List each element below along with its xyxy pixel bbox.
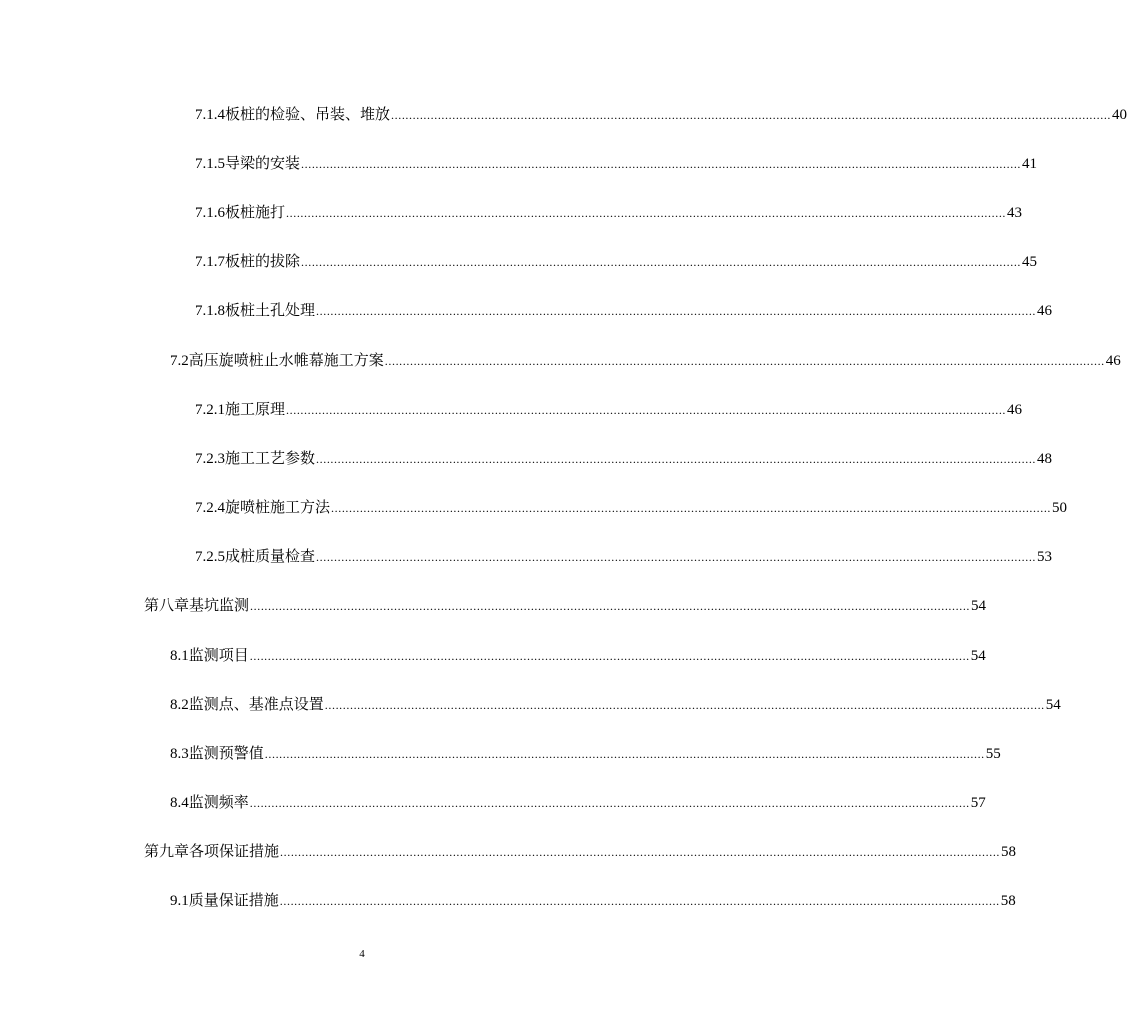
toc-title: 旋喷桩施工方法 <box>225 498 331 516</box>
toc-title: 监测点、基准点设置 <box>188 695 324 713</box>
toc-entry-7-2-3[interactable] <box>195 446 1053 470</box>
toc-title: 板桩的检验、吊装、堆放 <box>225 105 391 123</box>
toc-title: 板桩的拔除 <box>225 252 301 270</box>
toc-number: 7.2.1 <box>195 402 225 418</box>
toc-entry-chapter-9[interactable] <box>144 839 1017 863</box>
toc-page-number: 58 <box>1000 893 1016 909</box>
toc-number: 8.2 <box>170 697 189 713</box>
toc-entry-7-1-5[interactable] <box>195 151 1038 175</box>
toc-entry-8-4[interactable] <box>170 790 986 814</box>
toc-page-number: 43 <box>1007 205 1023 221</box>
toc-number: 7.1.5 <box>195 156 225 172</box>
toc-number: 7.1.8 <box>195 303 225 319</box>
toc-title: 监测频率 <box>188 793 249 811</box>
dot-leader: ........................................................................................................................................................................................................ <box>384 354 1105 368</box>
dot-leader: ........................................................................................................................................................................................................ <box>324 698 1045 712</box>
toc-page-number: 46 <box>1007 402 1023 418</box>
toc-number: 8.3 <box>170 746 189 762</box>
toc-page-number: 50 <box>1052 500 1068 516</box>
toc-entry-8-2[interactable] <box>170 692 1061 716</box>
toc-title: 各项保证措施 <box>189 842 280 860</box>
toc-title: 导梁的安装 <box>225 154 301 172</box>
toc-number: 7.2 <box>170 353 189 369</box>
toc-title: 高压旋喷桩止水帷幕施工方案 <box>188 351 384 369</box>
toc-entry-7-2-5[interactable] <box>195 544 1053 568</box>
toc-page-number: 53 <box>1037 549 1053 565</box>
toc-entry-chapter-8[interactable] <box>144 593 987 617</box>
toc-page-number: 46 <box>1037 303 1053 319</box>
dot-leader: ........................................................................................................................................................................................................ <box>301 157 1022 171</box>
dot-leader: ........................................................................................................................................................................................................ <box>301 255 1022 269</box>
dot-leader: ........................................................................................................................................................................................................ <box>249 796 970 810</box>
toc-page-number: 45 <box>1022 254 1038 270</box>
dot-leader: ........................................................................................................................................................................................................ <box>316 452 1037 466</box>
toc-number: 7.2.5 <box>195 549 225 565</box>
toc-page-number: 48 <box>1037 451 1053 467</box>
toc-entry-7-1-6[interactable] <box>195 200 1023 224</box>
toc-number: 8.1 <box>170 648 189 664</box>
dot-leader: ........................................................................................................................................................................................................ <box>316 304 1037 318</box>
toc-title: 施工原理 <box>225 400 286 418</box>
dot-leader: ........................................................................................................................................................................................................ <box>331 501 1052 515</box>
dot-leader: ........................................................................................................................................................................................................ <box>286 206 1007 220</box>
dot-leader: ........................................................................................................................................................................................................ <box>249 649 970 663</box>
page-footer-number: 4 <box>359 948 365 960</box>
dot-leader: ........................................................................................................................................................................................................ <box>280 845 1001 859</box>
toc-entry-7-1-4[interactable] <box>195 102 1127 126</box>
dot-leader: ........................................................................................................................................................................................................ <box>316 550 1037 564</box>
toc-number: 9.1 <box>170 893 189 909</box>
toc-entry-8-1[interactable] <box>170 643 986 667</box>
toc-title: 板桩土孔处理 <box>225 301 316 319</box>
toc-title: 监测预警值 <box>188 744 264 762</box>
toc-entry-8-3[interactable] <box>170 741 1001 765</box>
dot-leader: ........................................................................................................................................................................................................ <box>250 599 971 613</box>
dot-leader: ........................................................................................................................................................................................................ <box>391 108 1112 122</box>
toc-number: 8.4 <box>170 795 189 811</box>
toc-chapter-number: 第九章 <box>144 842 190 860</box>
dot-leader: ........................................................................................................................................................................................................ <box>264 747 985 761</box>
toc-page-number: 46 <box>1105 353 1121 369</box>
toc-chapter-number: 第八章 <box>144 596 190 614</box>
toc-entry-7-2[interactable] <box>170 348 1121 372</box>
toc-page-number: 58 <box>1001 844 1017 860</box>
toc-page-number: 40 <box>1112 107 1127 123</box>
toc-page-number: 41 <box>1022 156 1038 172</box>
toc-page-number: 55 <box>985 746 1001 762</box>
toc-page-number: 54 <box>970 648 986 664</box>
toc-entry-7-2-1[interactable] <box>195 397 1023 421</box>
toc-number: 7.1.6 <box>195 205 225 221</box>
toc-page-number: 54 <box>1045 697 1061 713</box>
toc-title: 质量保证措施 <box>188 891 279 909</box>
toc-page-number: 57 <box>970 795 986 811</box>
toc-number: 7.2.4 <box>195 500 225 516</box>
dot-leader: ........................................................................................................................................................................................................ <box>286 403 1007 417</box>
toc-title: 监测项目 <box>188 646 249 664</box>
dot-leader: ........................................................................................................................................................................................................ <box>279 894 1000 908</box>
toc-title: 板桩施打 <box>225 203 286 221</box>
toc-title: 施工工艺参数 <box>225 449 316 467</box>
toc-entry-7-1-7[interactable] <box>195 249 1038 273</box>
toc-page-number: 54 <box>971 598 987 614</box>
toc-number: 7.1.7 <box>195 254 225 270</box>
toc-title: 基坑监测 <box>189 596 250 614</box>
toc-entry-7-2-4[interactable] <box>195 495 1068 519</box>
toc-number: 7.1.4 <box>195 107 225 123</box>
toc-number: 7.2.3 <box>195 451 225 467</box>
toc-entry-7-1-8[interactable] <box>195 298 1053 322</box>
toc-title: 成桩质量检查 <box>225 547 316 565</box>
toc-entry-9-1[interactable] <box>170 888 1016 912</box>
